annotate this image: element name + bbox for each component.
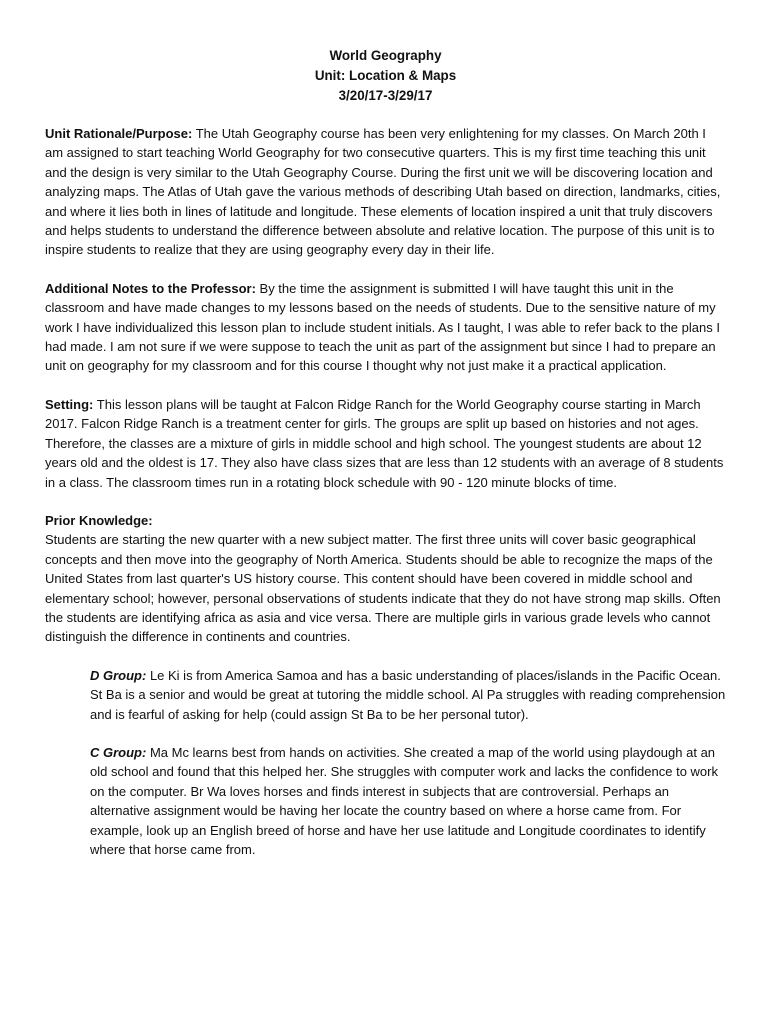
setting-label: Setting: [45, 396, 94, 412]
rationale-text: The Utah Geography course has been very enlightening for my classes. On March 20th I am assigned to start teaching World Geography for two consecutive quarters. This is my first time teaching this unit and the design is very similar to the Utah Geography Course. During the first unit we will be discovering location and analyzing maps. The Atlas of Utah gave the various methods of describing Utah based on direction, landmarks, cities, and where it lies both in lines of latitude and longitude. These elements of location inspired a unit that truly discovers and helps students to understand the difference between absolute and relative location. The purpose of this unit is to inspire students to realize that they are using geography every day in their life. [45, 126, 721, 258]
notes-label: Additional Notes to the Professor: [45, 280, 256, 296]
notes-paragraph [45, 279, 726, 376]
title-unit: Unit: Location & Maps [314, 68, 457, 83]
notes-text: By the time the assignment is submitted I will have taught this unit in the classroom and have made changes to my lessons based on the needs of students. Due to the sensitive nature of my work I have individualized this lesson plan to include student initials. As I taught, I was able to refer back to the plans I had made. I am not sure if we were suppose to teach the unit as part of the assignment but since I had to prepare an unit on geography for my classroom and for this course I thought why not just make it a practical application. [45, 280, 720, 374]
setting-text: This lesson plans will be taught at Falcon Ridge Ranch for the World Geography course starting in March 2017. Falcon Ridge Ranch is a treatment center for girls. The groups are split up based on histories and not ages. Therefore, the classes are a mixture of girls in middle school and high school. The youngest students are about 12 years old and the oldest is 17. They also have class sizes that are less than 12 students with an average of 8 students in a class. The classroom times run in a rotating block schedule with 90 - 120 minute blocks of time. [45, 396, 724, 490]
setting-paragraph [45, 395, 726, 492]
rationale-label: Unit Rationale/Purpose: [45, 126, 193, 141]
rationale-paragraph [45, 124, 726, 260]
d-group-paragraph [45, 666, 726, 724]
d-group-label: D Group: [90, 667, 147, 683]
prior-knowledge-text: Students are starting the new quarter with a new subject matter. The first three units will cover basic geographical concepts and then move into the geography of North America. Students should be able to recognize the maps of the United States from last quarter's US history course. This content should have been covered in middle school and elementary school; however, personal observations of students indicate that they do not have strong map skills. Often the students are identifying africa as asia and vice versa. There are multiple girls in various grade levels who cannot distinguish the difference in continents and countries. [45, 532, 721, 645]
d-group-text: Le Ki is from America Samoa and has a basic understanding of places/islands in the Pacific Ocean. St Ba is a senior and would be great at tutoring the middle school. Al Pa struggles with reading comprehension and is fearful of asking for help (could assign St Ba to be her personal tutor). [90, 667, 726, 722]
c-group-label: C Group: [90, 744, 147, 760]
c-group-paragraph [45, 743, 726, 859]
c-group-text: Ma Mc learns best from hands on activities. She created a map of the world using playdough at an old school and found that this helped her. She struggles with computer work and lacks the confidence to work on the computer. Br Wa loves horses and finds interest in subjects that are controversial. Perhaps an alternative assignment would be having her locate the country based on where a horse came from. For example, look up an English breed of horse and have her use latitude and Longitude coordinates to identify where that horse came from. [90, 744, 718, 857]
document-title [45, 46, 726, 106]
title-course: World Geography [329, 48, 442, 63]
prior-knowledge-label: Prior Knowledge: [45, 512, 153, 528]
title-dates: 3/20/17-3/29/17 [338, 88, 433, 103]
prior-knowledge-section [45, 511, 726, 647]
